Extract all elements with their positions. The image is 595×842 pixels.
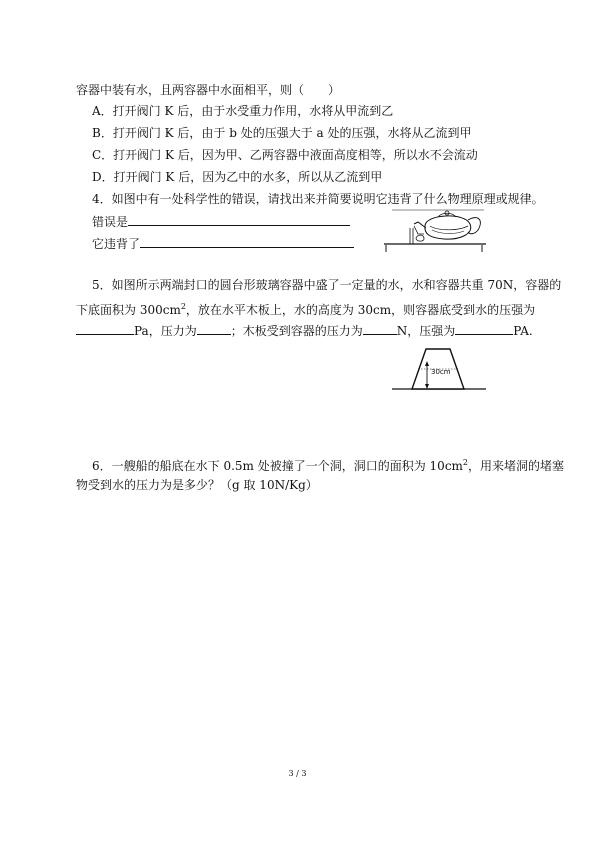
q6-text-a: 6．一艘船的船底在水下 0.5m 处被撞了一个洞，洞口的面积为 10cm <box>92 459 463 473</box>
q5-line-3 <box>76 322 533 339</box>
question-intro: 容器中装有水，且两容器中水面相平，则（ ） <box>76 83 341 97</box>
q5-unit-pa: Pa，压力为 <box>134 324 197 338</box>
q4-violates-line <box>92 235 354 252</box>
q4-violates-blank[interactable] <box>140 235 354 248</box>
q5-board-force-text: ；木板受到容器的压力为 <box>230 324 363 338</box>
q5-area-text: 下底面积为 300cm <box>76 303 181 317</box>
q6-text-b: ，用来堵洞的堵塞 <box>468 459 565 473</box>
option-c: C．打开阀门 K 后，因为甲、乙两容器中液面高度相等，所以水不会流动 <box>92 148 478 162</box>
q5-force-blank[interactable] <box>197 322 231 335</box>
container-figure <box>390 345 490 393</box>
q5-line-2 <box>76 299 535 318</box>
q5-board-force-blank[interactable] <box>363 322 397 335</box>
option-a: A．打开阀门 K 后，由于水受重力作用，水将从甲流到乙 <box>92 104 394 118</box>
q6-line-2: 物受到水的压力为是多少？（g 取 10N/Kg） <box>76 478 318 492</box>
q5-unit-pa2: PA. <box>513 324 533 338</box>
q4-error-line <box>92 213 350 230</box>
option-b: B．打开阀门 K 后，由于 b 处的压强大于 a 处的压强，水将从乙流到甲 <box>92 126 472 140</box>
q4-error-blank[interactable] <box>128 213 350 226</box>
q4-violates-label: 它违背了 <box>92 237 141 251</box>
option-d: D．打开阀门 K 后，因为乙中的水多，所以从乙流到甲 <box>92 170 383 184</box>
teapot-figure <box>380 208 490 254</box>
q5-line-1: 5．如图所示两端封口的圆台形玻璃容器中盛了一定量的水，水和容器共重 70N，容器的 <box>92 278 562 292</box>
page-number: 3 / 3 <box>288 769 307 778</box>
q5-line-2-rest: ，放在水平木板上，水的高度为 30cm，则容器底受到水的压强为 <box>185 303 536 317</box>
q5-area-superscript: 2 <box>180 302 186 311</box>
q6-area-superscript: 2 <box>462 458 469 467</box>
q5-unit-n: N，压强为 <box>396 324 456 338</box>
q5-board-pressure-blank[interactable] <box>455 322 513 335</box>
q4-error-label: 错误是 <box>92 215 129 229</box>
container-height-label: 30cm <box>431 368 451 376</box>
q4-stem: 4．如图中有一处科学性的错误，请找出来并简要说明它违背了什么物理原理或规律。 <box>92 192 544 206</box>
q6-line-1 <box>92 455 564 474</box>
q5-pressure-blank[interactable] <box>76 322 134 335</box>
